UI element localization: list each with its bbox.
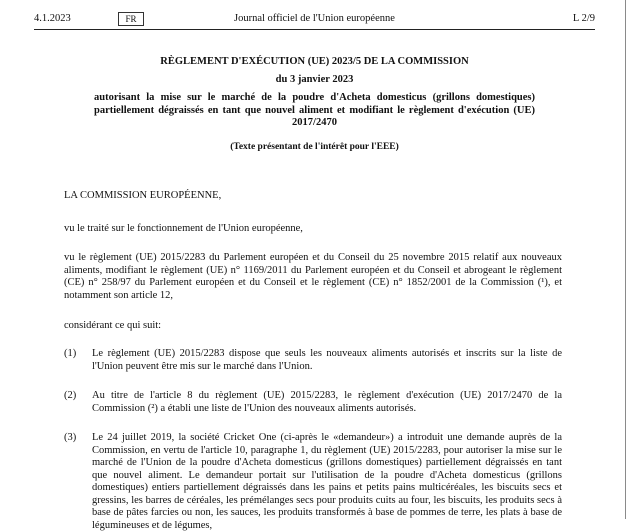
treaty-citation: vu le traité sur le fonctionnement de l'Union européenne, xyxy=(64,223,303,234)
page-reference: L 2/9 xyxy=(572,13,595,24)
journal-title: Journal officiel de l'Union européenne xyxy=(234,13,395,24)
regulation-citation: vu le règlement (UE) 2015/2283 du Parlement européen et du Conseil du 25 novembre 2015 relatif aux nouveaux aliments, modifiant le règlement (UE) n° 1169/2011 du Parlement européen et du Conseil et abrogeant le règlement (CE) n° 258/97 du Parlement européen et du Conseil et le règlement (CE) n° 1852/2001 de la Commission (¹), et notamment son article 12, xyxy=(64,252,562,301)
eee-note: (Texte présentant de l'intérêt pour l'EEE) xyxy=(230,142,399,152)
recital-number: (2) xyxy=(64,390,77,401)
recital-number: (1) xyxy=(64,348,77,359)
header-date: 4.1.2023 xyxy=(34,13,71,24)
recital-text: Le règlement (UE) 2015/2283 dispose que seuls les nouveaux aliments autorisés et inscrits sur la liste de l'Union peuvent être mis sur le marché dans l'Union. xyxy=(92,348,562,372)
recital-number: (3) xyxy=(64,432,77,443)
regulation-title: RÈGLEMENT D'EXÉCUTION (UE) 2023/5 DE LA COMMISSION xyxy=(160,56,469,67)
language-badge: FR xyxy=(118,12,144,26)
regulation-date: du 3 janvier 2023 xyxy=(275,74,354,85)
document-page xyxy=(4,0,626,531)
recital-text: Au titre de l'article 8 du règlement (UE) 2015/2283, le règlement d'exécution (UE) 2017/2470 de la Commission (²) a établi une liste de l'Union des nouveaux aliments autorisés. xyxy=(92,390,562,414)
page-header xyxy=(34,11,595,30)
recital-text: Le 24 juillet 2019, la société Cricket One (ci-après le «demandeur») a introduit une demande auprès de la Commission, en vertu de l'article 10, paragraphe 1, du règlement (UE) 2015/2283, pour autoriser la mise sur le marché de l'Union de la poudre d'Acheta domesticus (grillons domestiques) partiellement dégraissés en tant que nouvel aliment. Le demandeur portait sur l'utilisation de la poudre d'Acheta domesticus (grillons domestiques) entiers partiellement dégraissés dans les pains et petits pains multicéréales, les biscuits secs et gressins, les barres de céréales, les prémélanges secs pour produits cuits au four, les biscuits, les produits secs à base de pâtes farcies ou non, les sauces, les produits transformés à base de pommes de terre, les plats à base de légumineuses et de légumes, xyxy=(92,432,562,531)
regulation-subject: autorisant la mise sur le marché de la poudre d'Acheta domesticus (grillons domestiques) partiellement dégraissés en tant que nouvel aliment et modifiant le règlement d'exécution (UE) 2017/2470 xyxy=(94,92,535,128)
whereas-line: considérant ce qui suit: xyxy=(64,320,162,331)
commission-line: LA COMMISSION EUROPÉENNE, xyxy=(64,190,222,201)
